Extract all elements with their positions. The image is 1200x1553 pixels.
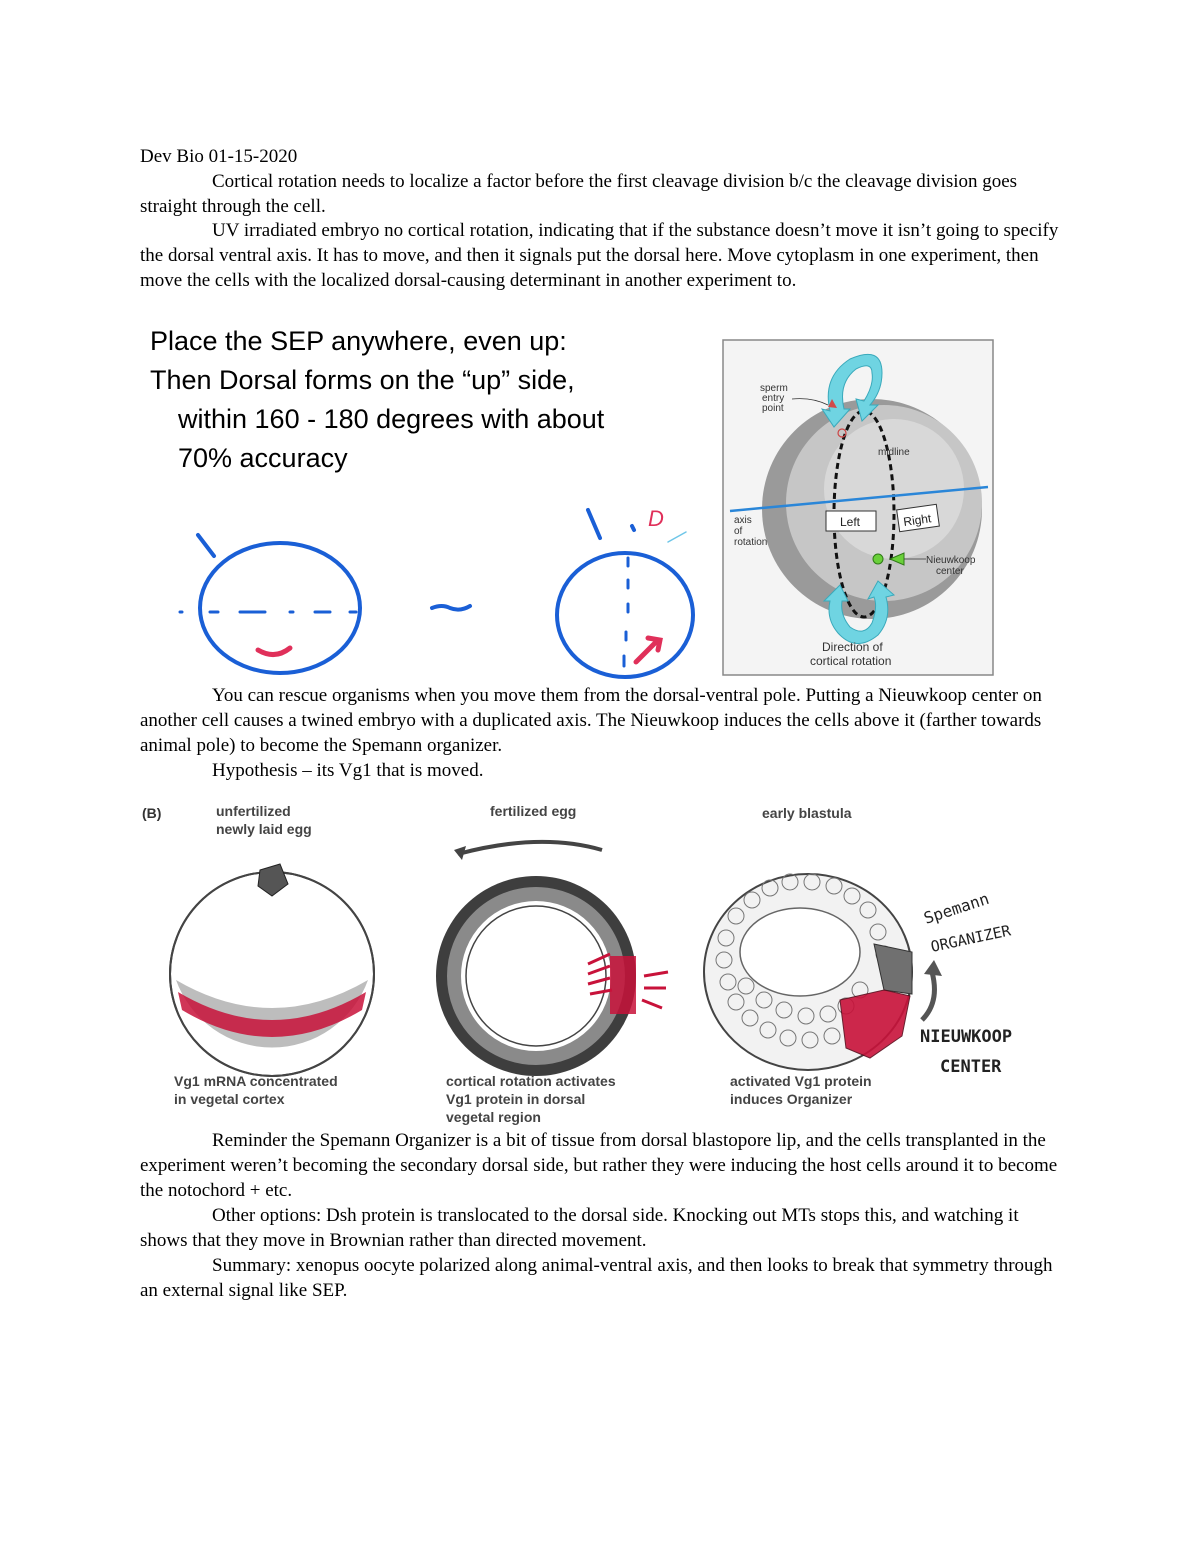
slide-line-1: Place the SEP anywhere, even up: bbox=[150, 326, 567, 356]
caption-2-line-1: cortical rotation activates bbox=[446, 1073, 616, 1089]
blast-title: early blastula bbox=[762, 805, 852, 821]
label-axis-2: of bbox=[734, 526, 743, 537]
hand-nieuw-1: NIEUWKOOP bbox=[920, 1027, 1013, 1047]
label-nieuwkoop-2: center bbox=[936, 566, 964, 577]
label-direction-1: Direction of bbox=[822, 640, 883, 654]
label-midline: midline bbox=[878, 447, 910, 458]
caption-1-line-2: in vegetal cortex bbox=[174, 1091, 285, 1107]
egg-title-2: newly laid egg bbox=[216, 821, 312, 837]
sketch-pink-mark-1 bbox=[258, 648, 290, 655]
slide-text bbox=[150, 322, 720, 478]
hand-spemann-2: ORGANIZER bbox=[929, 921, 1013, 956]
caption-1-line-1: Vg1 mRNA concentrated bbox=[174, 1073, 338, 1089]
label-nieuwkoop-1: Nieuwkoop bbox=[926, 555, 976, 566]
label-sperm-1: sperm bbox=[760, 383, 788, 394]
sketch-embryo-after bbox=[557, 510, 693, 677]
slide-line-3: within 160 - 180 degrees with about bbox=[178, 404, 605, 434]
fert-title: fertilized egg bbox=[490, 803, 577, 819]
fert-rotation-arrow bbox=[458, 842, 602, 854]
label-axis-1: axis bbox=[734, 515, 752, 526]
nieuwkoop-marker bbox=[873, 554, 883, 564]
paragraph-other-options: Other options: Dsh protein is translocated to the dorsal side. Knocking out MTs stops this, and watching it shows that they move in Brownian rather than directed movement. bbox=[140, 1205, 1019, 1251]
paragraph-uv-irradiated: UV irradiated embryo no cortical rotation, indicating that if the substance doesn’t move it isn’t going to specify the dorsal ventral axis. It has to move, and then it signals put the dorsal here. Move cytoplasm in one experiment, then move the cells with the localized dorsal-causing determinant in another experiment to. bbox=[140, 220, 1059, 291]
label-right: Right bbox=[902, 511, 933, 529]
blastula-arrow bbox=[922, 972, 934, 1020]
hand-nieuw-2: CENTER bbox=[940, 1057, 1002, 1077]
sep-sketch bbox=[170, 500, 710, 680]
slide-line-2: Then Dorsal forms on the “up” side, bbox=[150, 365, 575, 395]
paragraph-rescue: You can rescue organisms when you move them from the dorsal-ventral pole. Putting a Nieuwkoop center on another cell causes a twined embryo with a duplicated axis. The Nieuwkoop induces the cells above it (farther towards animal pole) to become the Spemann organizer. bbox=[140, 685, 1042, 756]
document-title: Dev Bio 01-15-2020 bbox=[140, 146, 298, 167]
fertilized-egg bbox=[436, 842, 668, 1076]
paragraph-cortical-rotation: Cortical rotation needs to localize a factor before the first cleavage division b/c the cleavage division goes straight through the cell. bbox=[140, 171, 1018, 217]
paragraph-hypothesis: Hypothesis – its Vg1 that is moved. bbox=[212, 760, 484, 781]
caption-2-line-3: vegetal region bbox=[446, 1109, 541, 1125]
caption-3-line-1: activated Vg1 protein bbox=[730, 1073, 872, 1089]
label-direction-2: cortical rotation bbox=[810, 654, 892, 668]
label-sperm-2: entry bbox=[762, 393, 785, 404]
panel-label: (B) bbox=[142, 805, 162, 821]
caption-3-line-2: induces Organizer bbox=[730, 1091, 853, 1107]
label-left: Left bbox=[840, 515, 861, 529]
unfertilized-egg bbox=[170, 864, 374, 1076]
early-blastula bbox=[704, 874, 942, 1070]
sketch-pink-mark-2 bbox=[636, 638, 660, 662]
label-sperm-3: point bbox=[762, 403, 784, 414]
paragraph-summary: Summary: xenopus oocyte polarized along animal-ventral axis, and then looks to break that symmetry through an external signal like SEP. bbox=[140, 1255, 1053, 1301]
hand-spemann-1: Spemann bbox=[921, 888, 992, 928]
caption-2-line-2: Vg1 protein in dorsal bbox=[446, 1091, 586, 1107]
sketch-label-d: D bbox=[648, 506, 664, 531]
vg1-figure bbox=[140, 796, 1070, 1132]
paragraph-reminder: Reminder the Spemann Organizer is a bit of tissue from dorsal blastopore lip, and the cells transplanted in the experiment weren’t becoming the secondary dorsal side, but rather they were inducing the host cells around it to become the notochord + etc. bbox=[140, 1130, 1058, 1201]
sketch-squiggle-arrow bbox=[432, 606, 470, 610]
nieuwkoop-region bbox=[840, 990, 910, 1058]
label-axis-3: rotation bbox=[734, 537, 768, 548]
egg-title-1: unfertilized bbox=[216, 803, 291, 819]
slide-line-4: 70% accuracy bbox=[178, 443, 348, 473]
cortical-rotation-diagram bbox=[722, 339, 995, 676]
